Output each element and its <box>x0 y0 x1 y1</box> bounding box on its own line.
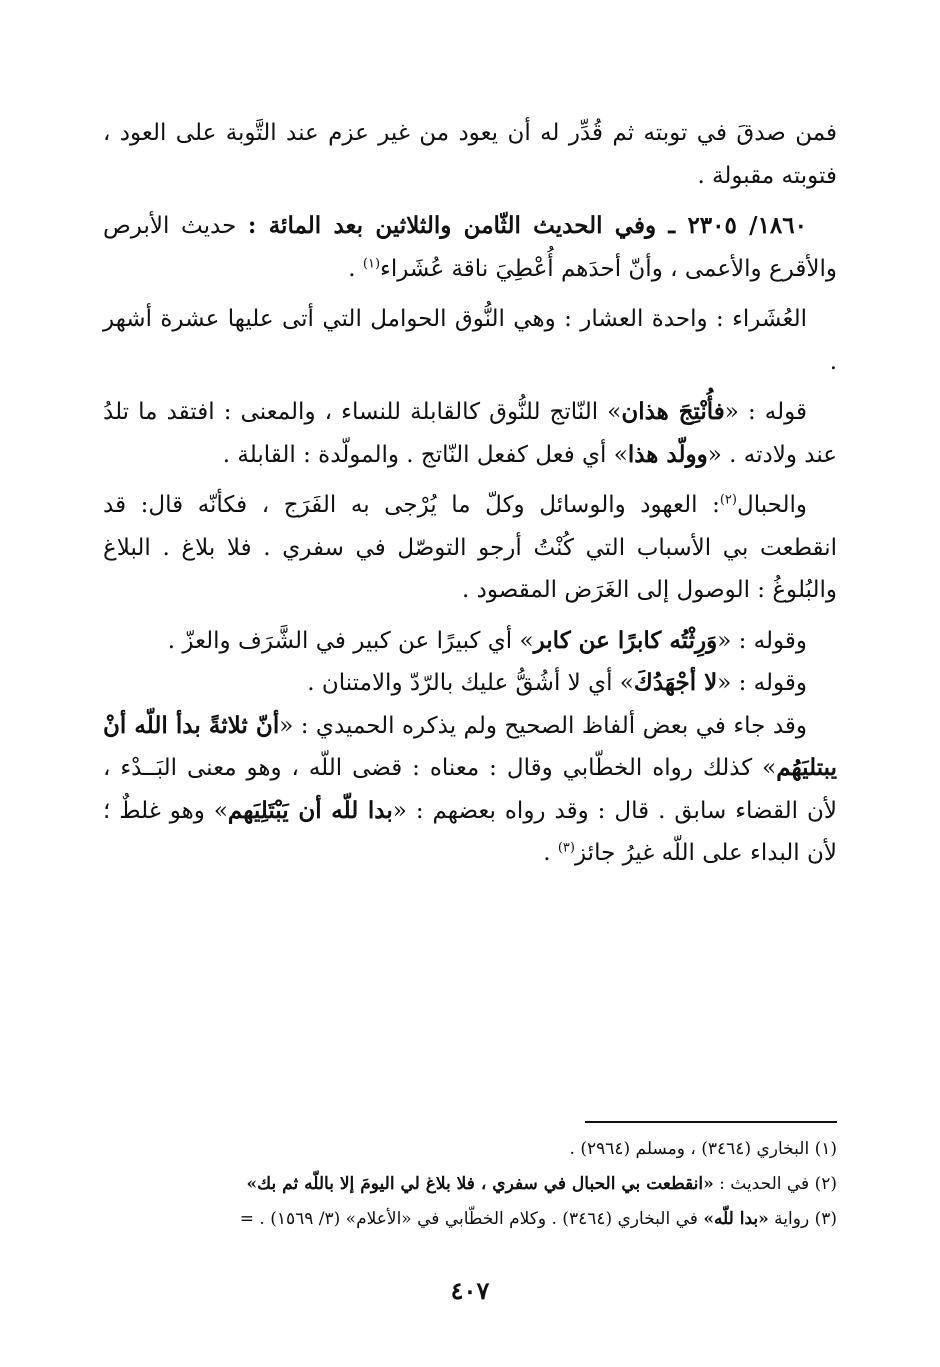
footnotes <box>103 1132 837 1237</box>
quoted-phrase: وَرِثْتُه كابرًا عن كابر <box>533 626 718 654</box>
footnote-3 <box>103 1202 837 1237</box>
paragraph-warithtuhu-text: » أي كبيرًا عن كبير في الشَّرَف والعزّ . <box>167 627 534 654</box>
paragraph-1 <box>103 112 837 197</box>
main-text <box>103 112 837 875</box>
paragraph-thalatha-text: وقد جاء في بعض ألفاظ الصحيح ولم يذكره الحميدي : « <box>279 712 808 739</box>
footnote-divider <box>585 1121 837 1123</box>
footnote-ref-3: (٣) <box>557 840 575 856</box>
footnote-ref-1: (١) <box>362 255 381 271</box>
paragraph-ushara-text: العُشَراء : واحدة العشار : وهي النُّوق الحوامل التي أتى عليها عشرة أشهر . <box>103 306 837 375</box>
quoted-phrase: بدا للّه أن يَبْتَلِيَهم <box>227 796 393 824</box>
page-number: ٤٠٧ <box>450 1276 490 1305</box>
paragraph-hibal-text: : العهود والوسائل وكلّ ما يُرْجى به الفَرَج ، فكأنّه قال: قد انقطعت بي الأسباب التي كُنْتُ أرجو التوصّل في سفري . فلا بلاغ . البلاغ والبُلوغُ : الوصول إلى الغَرَض المقصود . <box>103 492 837 603</box>
footnote-2 <box>103 1167 837 1202</box>
footnote-2-label: (٢) في الحديث : <box>713 1174 837 1194</box>
quote-open: وقوله : « <box>717 670 807 696</box>
paragraph-thalatha-period: . <box>543 840 558 866</box>
paragraph-thalatha-text: » كذلك رواه الخطّابي وقال : معناه : قضى اللّه ، وهو معنى البَــدْء ، لأن القضاء سابق . قال : وقد رواه بعضهم : « <box>103 755 837 824</box>
paragraph-untija-text: » النّاتج للنُّوق كالقابلة للنساء ، والمعنى : افتقد ما تلدُ عند ولادته . « <box>103 399 837 468</box>
paragraph-warithtuhu <box>103 620 837 663</box>
paragraph-hibal <box>103 484 837 612</box>
quoted-phrase: لا أجْهَدُكَ <box>633 669 718 696</box>
footnote-3-text: في البخاري (٣٤٦٤) . وكلام الخطّابي في «الأعلام» (٣/ ١٥٦٩) . = <box>239 1209 704 1229</box>
footnote-ref-2: (٢) <box>719 492 737 508</box>
paragraph-thalatha <box>103 705 837 875</box>
footnote-3-label: (٣) رواية <box>768 1209 837 1229</box>
quoted-phrase: فأُنْتِجَ هذان <box>621 398 725 425</box>
hadith-heading: ١٨٦٠/ ٢٣٠٥ ـ وفي الحديث الثّامن والثلاثين بعد المائة : <box>247 212 807 239</box>
paragraph-ushara <box>103 298 837 383</box>
paragraph-1-text: فمن صدقَ في توبته ثم قُدِّر له أن يعود من غير عزم عند التَّوبة على العود ، فتوبته مقبولة . <box>103 120 837 189</box>
quote-open: وقوله : « <box>717 627 807 654</box>
hadith-entry-end: . <box>348 255 363 282</box>
hadith-entry-text: حديث الأبرص والأقرع والأعمى ، وأنّ أحدَهم أُعْطِيَ ناقة عُشَراء <box>103 213 837 282</box>
quoted-phrase: وولّد هذا <box>627 440 708 468</box>
footnote-2-quote: «انقطعت بي الحبال في سفري ، فلا بلاغ لي اليومَ إلا باللّه ثم بك» <box>246 1174 714 1194</box>
quote-open: قوله : « <box>724 399 807 425</box>
hadith-entry <box>103 205 837 290</box>
footnote-1-text: (١) البخاري (٣٤٦٤) ، ومسلم (٢٩٦٤) . <box>569 1139 837 1159</box>
term: والحبال <box>736 492 807 518</box>
paragraph-thalatha-end: » وهو غلطٌ ؛ لأن البداء على اللّه غيرُ جائز <box>103 797 837 866</box>
footnote-1 <box>103 1132 837 1167</box>
paragraph-untija <box>103 391 837 476</box>
paragraph-untija-end: » أي فعل كفعل النّاتج . والمولّدة : القابلة . <box>222 441 628 468</box>
paragraph-la-ajhaduk-text: » أي لا أشُقُّ عليك بالرّدّ والامتنان . <box>307 670 634 696</box>
quoted-phrase: أنّ ثلاثةً بدأ اللّه أنْ يبتليَهُم <box>103 711 837 781</box>
paragraph-la-ajhaduk <box>103 662 837 705</box>
footnote-3-quote: «بدا للّه» <box>703 1209 769 1229</box>
